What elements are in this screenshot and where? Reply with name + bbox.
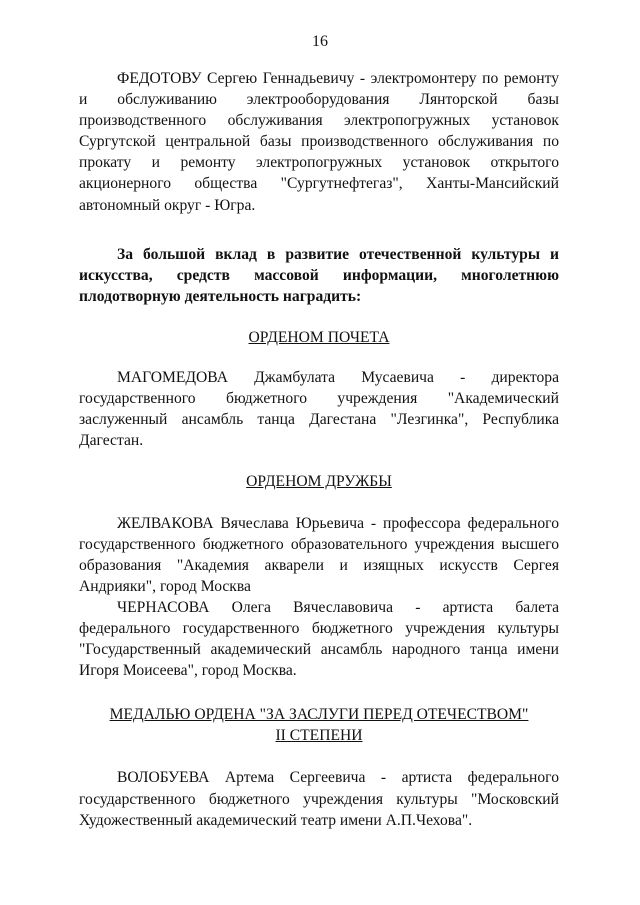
heading-medal-line-1: МЕДАЛЬЮ ОРДЕНА "ЗА ЗАСЛУГИ ПЕРЕД ОТЕЧЕСТВОМ" (109, 706, 529, 724)
heading-order-of-friendship: ОРДЕНОМ ДРУЖБЫ (246, 473, 392, 491)
award-intro: За большой вклад в развитие отечественной культуры и искусства, средств массовой информации, многолетнюю плодотворную деятельность наградить: (79, 245, 559, 305)
award-entry-fedotov: ФЕДОТОВУ Сергею Геннадьевичу - электромонтеру по ремонту и обслуживанию электрооборудования Лянторской базы производственного обслуживания электропогружных установок Сургутской центральной базы производственного обслуживания по прокату и ремонту электропогружных установок открытого акционерного общества "Сургутнефтегаз", Ханты-Мансийский автономный округ - Югра. (79, 70, 559, 214)
award-entry-chernasov: ЧЕРНАСОВА Олега Вячеславовича - артиста балета федерального государственного бюджетного учреждения культуры "Государственный академический ансамбль народного танца имени Игоря Моисеева", город Москва. (79, 598, 559, 680)
document-body (79, 68, 559, 831)
award-entry-magomedov: МАГОМЕДОВА Джамбулата Мусаевича - директора государственного бюджетного учреждения "Академический заслуженный ансамбль танца Дагестана "Лезгинка", Республика Дагестан. (79, 369, 559, 450)
page-number: 16 (312, 33, 328, 50)
award-entry-volobuev: ВОЛОБУЕВА Артема Сергеевича - артиста федерального государственного бюджетного учреждения культуры "Московский Художественный академический театр имени А.П.Чехова". (79, 769, 559, 829)
heading-order-of-honor: ОРДЕНОМ ПОЧЕТА (248, 328, 390, 346)
heading-medal-line-2: II СТЕПЕНИ (275, 727, 363, 745)
award-entry-zhelvakov: ЖЕЛВАКОВА Вячеслава Юрьевича - профессора федерального государственного бюджетного образовательного учреждения высшего образования "Академия акварели и изящных искусств Сергея Андрияки", город Москва (79, 514, 559, 595)
